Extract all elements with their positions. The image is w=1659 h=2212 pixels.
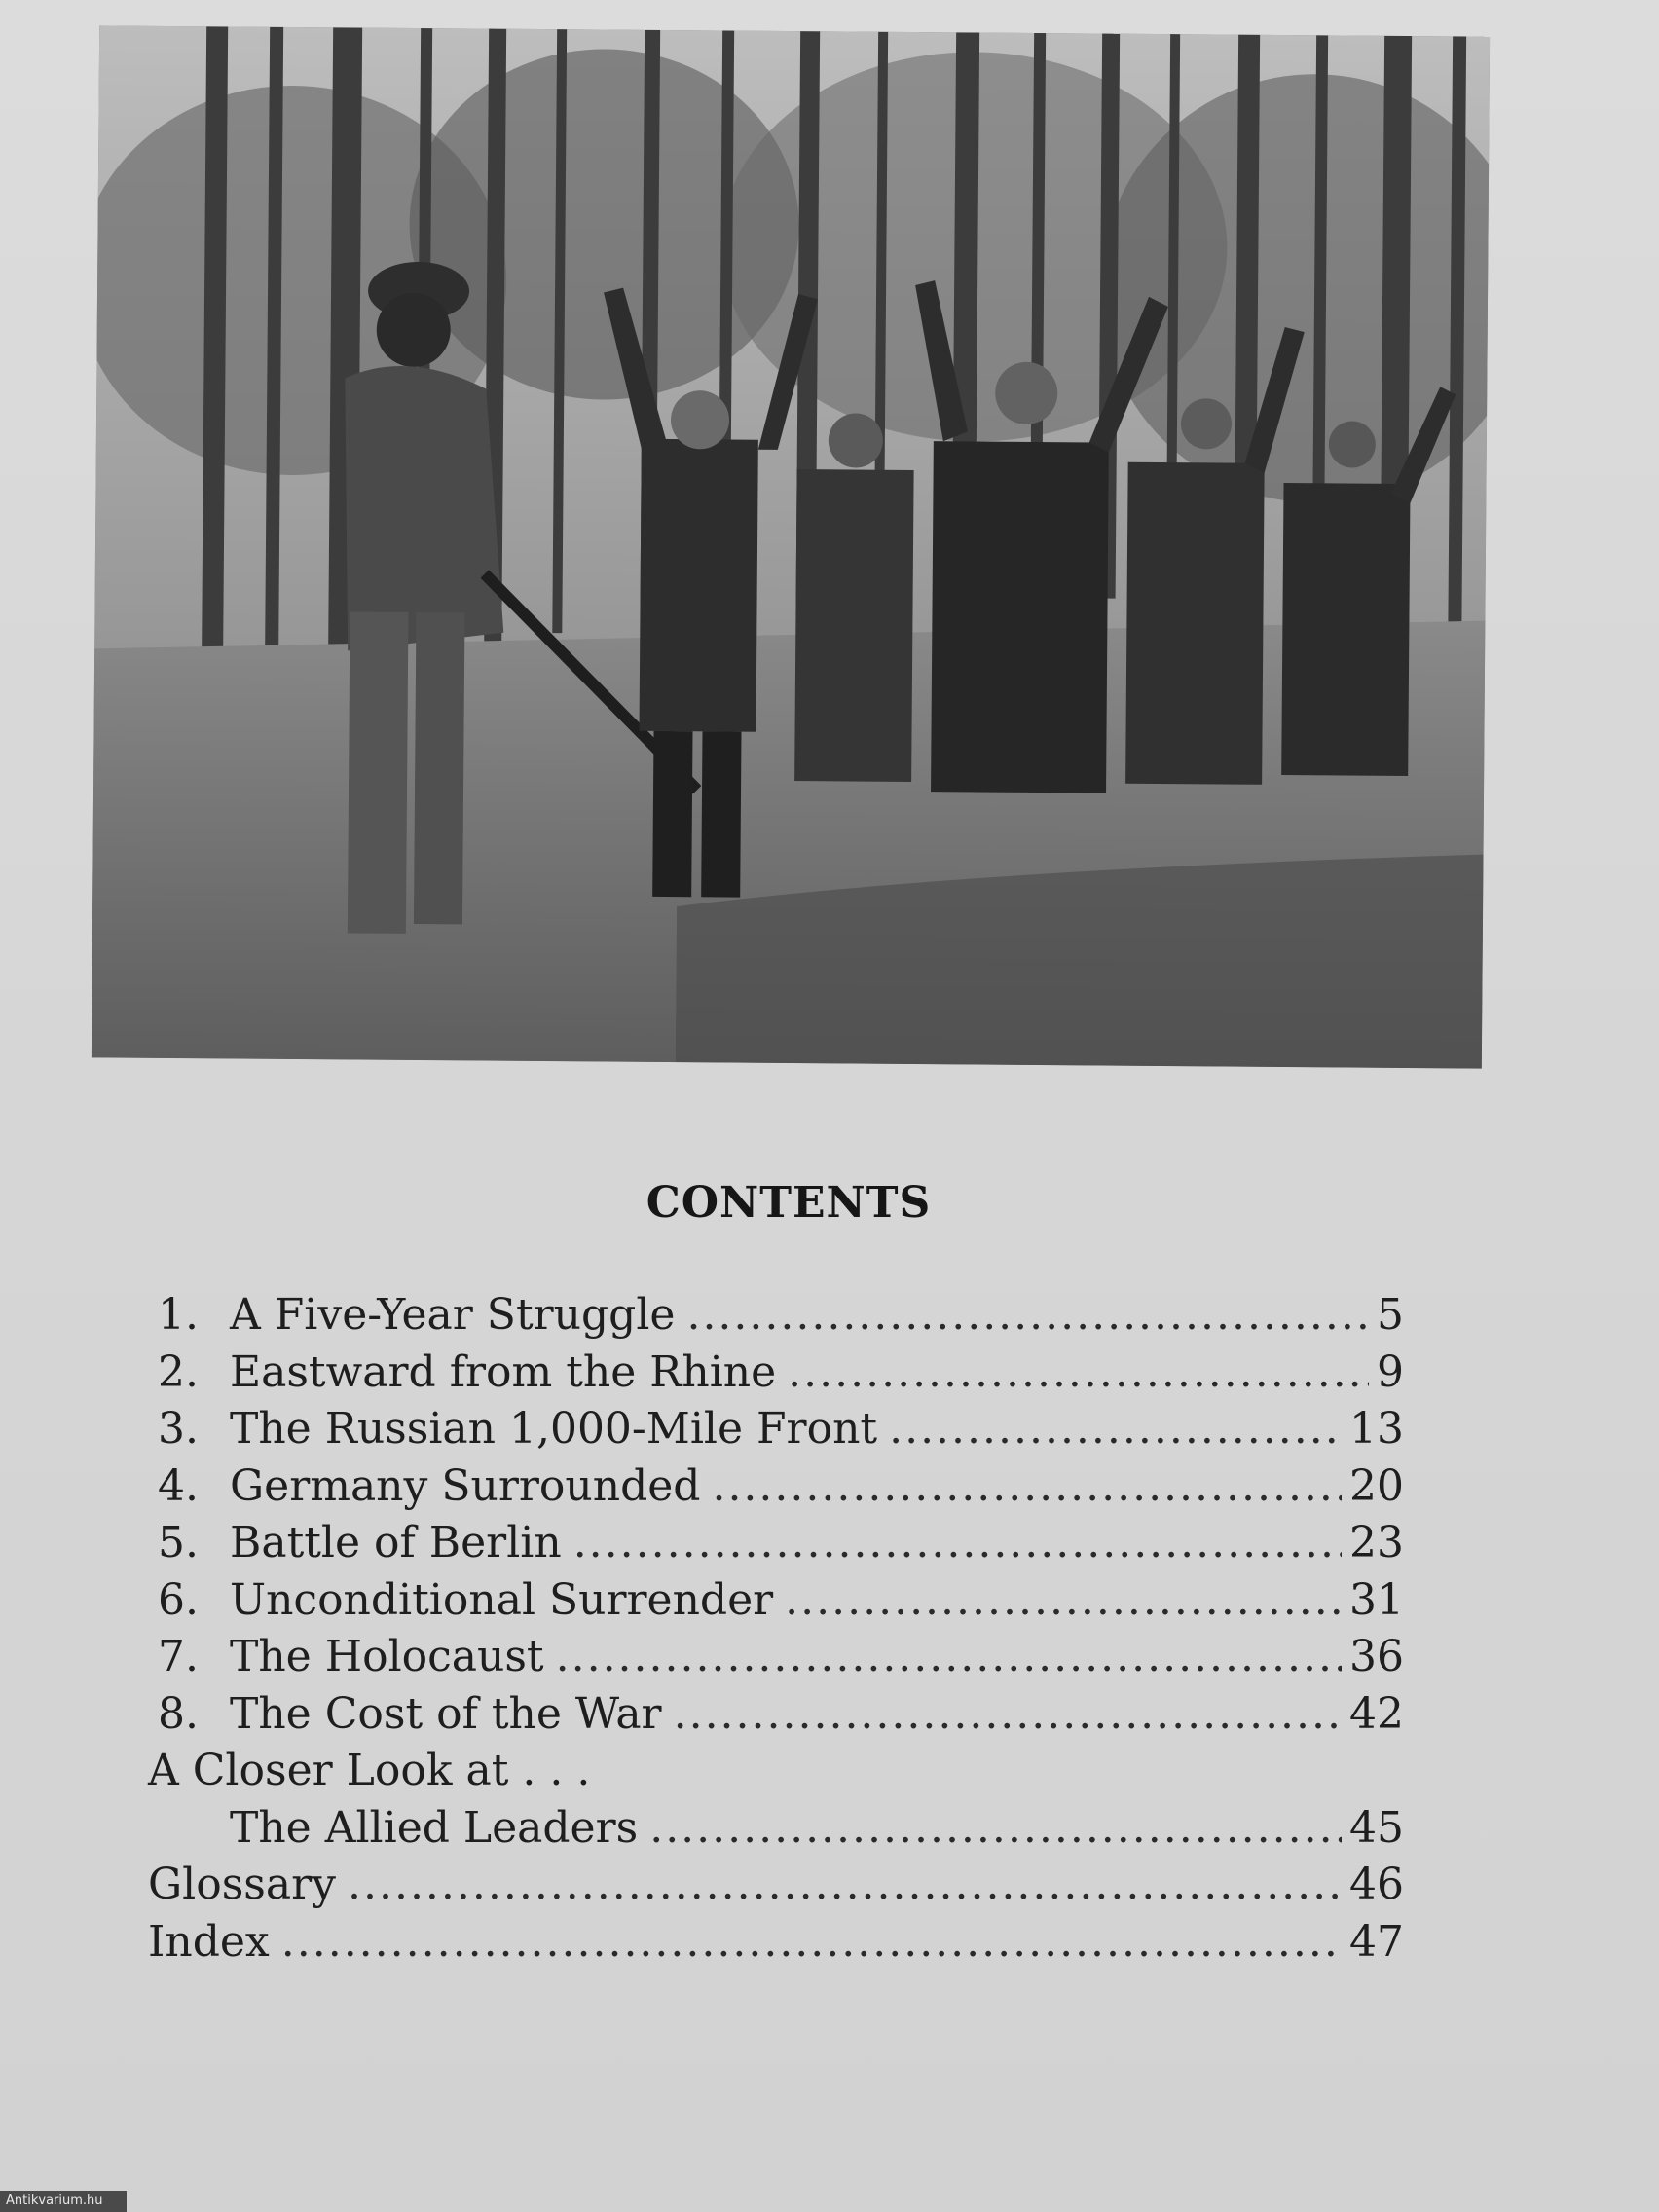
- toc-entry-page: 13: [1349, 1404, 1404, 1454]
- wartime-photograph: [92, 25, 1490, 1068]
- toc-entry-number: 1.: [158, 1290, 199, 1340]
- toc-entry-page: 5: [1377, 1290, 1404, 1340]
- toc-entry-page: 23: [1349, 1518, 1404, 1567]
- toc-entry-page: 31: [1349, 1574, 1404, 1625]
- toc-entry: [148, 1404, 1404, 1461]
- table-of-contents: [148, 1290, 1404, 1973]
- toc-entry-title: Battle of Berlin: [230, 1518, 562, 1567]
- toc-entry-page: 46: [1349, 1860, 1404, 1909]
- toc-entry: [148, 1461, 1404, 1519]
- toc-entry-title: The Russian 1,000-Mile Front: [230, 1404, 878, 1454]
- contents-heading: CONTENTS: [645, 1178, 932, 1228]
- toc-entry-title: Index: [148, 1916, 270, 1967]
- dot-leader: [556, 1632, 1342, 1681]
- dot-leader: [889, 1404, 1342, 1454]
- toc-entry-number: 7.: [158, 1632, 199, 1681]
- closer-look-label: A Closer Look at . . .: [148, 1746, 591, 1795]
- toc-entry-page: 45: [1349, 1802, 1404, 1853]
- toc-entry-number: 8.: [158, 1688, 199, 1739]
- dot-leader: [686, 1290, 1369, 1340]
- toc-entry-page: 36: [1349, 1632, 1404, 1681]
- toc-entry-number: 5.: [158, 1518, 199, 1567]
- toc-entry: [148, 1290, 1404, 1347]
- dot-leader: [712, 1461, 1342, 1511]
- dot-leader: [785, 1575, 1342, 1625]
- dot-leader: [281, 1917, 1342, 1967]
- toc-entry-page: 42: [1349, 1688, 1404, 1739]
- toc-entry-title: A Five-Year Struggle: [230, 1290, 676, 1340]
- toc-entry-closer-look: [148, 1803, 1404, 1861]
- toc-entry: [148, 1347, 1404, 1405]
- wartime-photograph-icon: [92, 25, 1490, 1068]
- toc-entry-title: The Allied Leaders: [230, 1802, 639, 1853]
- toc-entry-page: 47: [1349, 1916, 1404, 1967]
- toc-entry-title: Eastward from the Rhine: [230, 1346, 777, 1397]
- toc-entry: [148, 1689, 1404, 1747]
- toc-entry-index: [148, 1917, 1404, 1974]
- toc-entry: [148, 1518, 1404, 1575]
- toc-entry: [148, 1632, 1404, 1689]
- toc-entry-title: Glossary: [148, 1860, 336, 1909]
- toc-entry-number: 2.: [158, 1346, 199, 1397]
- closer-look-label-row: [148, 1746, 1404, 1803]
- toc-entry-title: The Cost of the War: [230, 1688, 662, 1739]
- toc-entry-page: 20: [1349, 1460, 1404, 1511]
- toc-entry-title: Unconditional Surrender: [230, 1574, 774, 1625]
- toc-entry-glossary: [148, 1860, 1404, 1917]
- toc-entry-number: 6.: [158, 1574, 199, 1625]
- toc-entry-page: 9: [1377, 1346, 1404, 1397]
- dot-leader: [674, 1689, 1342, 1739]
- toc-entry: [148, 1575, 1404, 1633]
- toc-entry-title: Germany Surrounded: [230, 1460, 701, 1511]
- dot-leader: [573, 1518, 1342, 1567]
- watermark: Antikvarium.hu: [0, 2191, 127, 2212]
- toc-entry-number: 3.: [158, 1404, 199, 1454]
- toc-entry-title: The Holocaust: [230, 1632, 544, 1681]
- dot-leader: [348, 1860, 1342, 1909]
- toc-entry-number: 4.: [158, 1460, 199, 1511]
- dot-leader: [788, 1347, 1369, 1397]
- dot-leader: [649, 1803, 1342, 1853]
